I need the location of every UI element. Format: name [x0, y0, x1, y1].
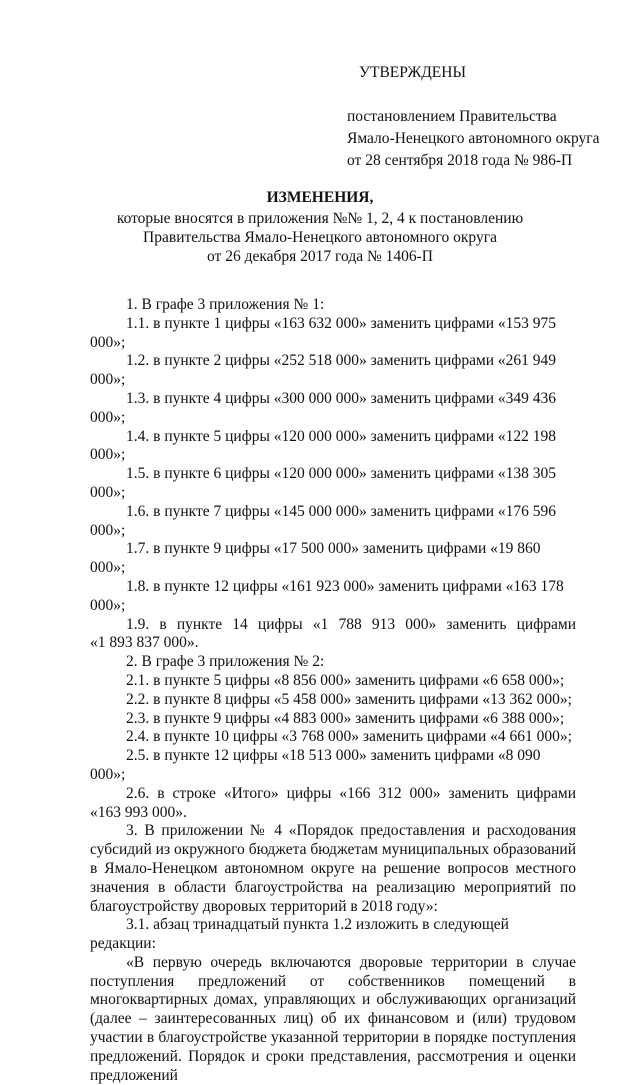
- approval-block: [347, 62, 599, 172]
- section-2-item-6-line-2: «163 993 000».: [90, 803, 187, 821]
- approval-line-1: постановлением Правительства: [347, 108, 557, 125]
- approval-line-2: Ямало-Ненецкого автономного округа: [347, 130, 600, 147]
- heading-sub-2: Правительства Ямало-Ненецкого автономного округа: [143, 229, 497, 246]
- section-3-text: 3. В приложении № 4 «Порядок предоставления и расходования субсидий из окружного бюджета бюджетам муниципальных образований в Ямало-Ненецком автономном округе на решение вопросов местного значения в области благоустройства на реализацию мероприятий по благоустройству дворовых территорий в 2018 году»:: [90, 822, 576, 915]
- heading-sub-1: которые вносятся в приложения №№ 1, 2, 4 к постановлению: [116, 210, 524, 227]
- section-2-item: 2.5. в пункте 12 цифры «18 513 000» заменить цифрами «8 090 000»;: [90, 747, 541, 783]
- approval-title: УТВЕРЖДЕНЫ: [359, 64, 466, 81]
- section-2-item: 2.2. в пункте 8 цифры «5 458 000» заменить цифрами «13 362 000»;: [126, 690, 572, 708]
- section-1-item: 1.5. в пункте 6 цифры «120 000 000» заменить цифрами «138 305 000»;: [90, 465, 557, 501]
- section-1-item: 1.6. в пункте 7 цифры «145 000 000» заменить цифрами «176 596 000»;: [90, 502, 557, 539]
- section-1-title: 1. В графе 3 приложения № 1:: [126, 296, 325, 313]
- section-1-item: 1.1. в пункте 1 цифры «163 632 000» заменить цифрами «153 975 000»;: [90, 314, 557, 351]
- section-1-item: 1.4. в пункте 5 цифры «120 000 000» заменить цифрами «122 198 000»;: [90, 427, 557, 464]
- section-2-item-6-line-1: 2.6. в строке «Итого» цифры «166 312 000» заменить цифрами: [126, 784, 576, 802]
- section-2-title: 2. В графе 3 приложения № 2:: [126, 653, 325, 671]
- section-2-item: 2.3. в пункте 9 цифры «4 883 000» заменить цифрами «6 388 000»;: [126, 709, 565, 727]
- heading-sub-3: от 26 декабря 2017 года № 1406-П: [207, 248, 433, 265]
- document-body: [90, 296, 576, 1085]
- section-2-item: 2.1. в пункте 5 цифры «8 856 000» заменить цифрами «6 658 000»;: [126, 671, 565, 689]
- section-1-item: 1.7. в пункте 9 цифры «17 500 000» заменить цифрами «19 860 000»;: [90, 540, 541, 577]
- heading-title: ИЗМЕНЕНИЯ,: [266, 189, 374, 206]
- approval-line-3: от 28 сентября 2018 года № 986-П: [347, 152, 573, 169]
- section-1-item: 1.2. в пункте 2 цифры «252 518 000» заменить цифрами «261 949 000»;: [90, 352, 557, 389]
- document-heading: [100, 188, 540, 266]
- section-3-subitem: 3.1. абзац тринадцатый пункта 1.2 изложить в следующей редакции:: [90, 916, 509, 953]
- section-1-item-9-line-2: «1 893 837 000».: [90, 634, 199, 652]
- section-3-quote: «В первую очередь включаются дворовые территории в случае поступления предложений от собственников помещений в многоквартирных домах, управляющих и обслуживающих организаций (далее – заинтересованных лиц) об их финансовом и (или) трудовом участии в благоустройстве указанной территории в порядке поступления предложений. Порядок и сроки представления, рассмотрения и оценки предложений: [90, 953, 576, 1084]
- section-1-item-9-line-1: 1.9. в пункте 14 цифры «1 788 913 000» заменить цифрами: [126, 615, 576, 633]
- section-1-item: 1.3. в пункте 4 цифры «300 000 000» заменить цифрами «349 436 000»;: [90, 389, 557, 426]
- section-2-item: 2.4. в пункте 10 цифры «3 768 000» заменить цифрами «4 661 000»;: [126, 728, 572, 746]
- section-1-item: 1.8. в пункте 12 цифры «161 923 000» заменить цифрами «163 178 000»;: [90, 577, 564, 614]
